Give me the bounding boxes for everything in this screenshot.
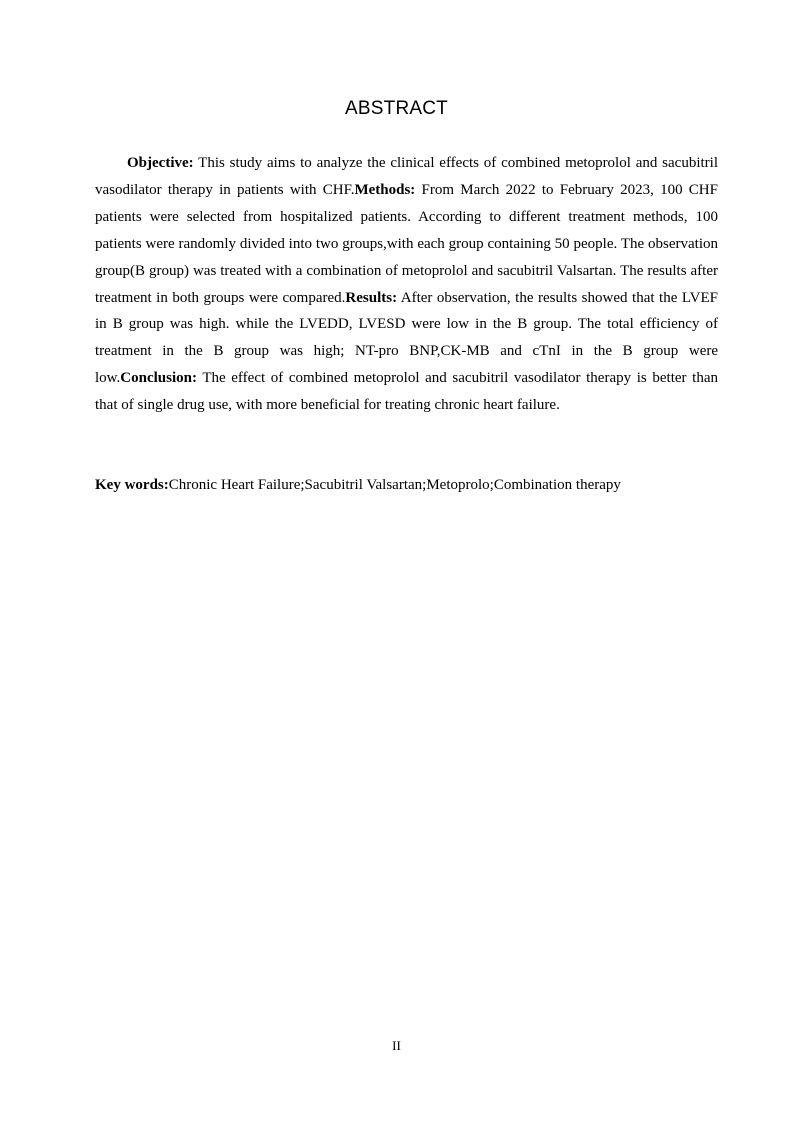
page-number: II (392, 1038, 401, 1053)
objective-label: Objective: (127, 155, 194, 171)
conclusion-text: The effect of combined metoprolol and sacubitril vasodilator therapy is better than that of single drug use, with more beneficial for treating chronic heart failure. (95, 370, 718, 414)
results-text: After observation, the results showed that the LVEF in B group was high. while the LVEDD, LVESD were low in the B group. The total efficiency of treatment in the B group was high; NT-pro BNP,CK-MB and cTnI in the B group were low. (95, 289, 718, 387)
page-title: ABSTRACT (345, 98, 448, 119)
results-label: Results: (345, 289, 398, 306)
conclusion-label: Conclusion: (120, 370, 197, 387)
methods-label: Methods: (354, 181, 416, 198)
objective-text: This study aims to analyze the clinical effects of combined metoprolol and sacubitril vasodilator therapy in patients with CHF. (95, 155, 718, 198)
keywords-label: Key words: (95, 477, 169, 493)
keywords-line (95, 472, 718, 498)
abstract-paragraph (95, 150, 718, 419)
methods-text: From March 2022 to February 2023, 100 CHF patients were selected from hospitalized patients. According to different treatment methods, 100 patients were randomly divided into two groups,with each group containing 50 people. The observation group(B group) was treated with a combination of metoprolol and sacubitril Valsartan. The results after treatment in both groups were compared. (95, 181, 718, 306)
keywords-text: Chronic Heart Failure;Sacubitril Valsartan;Metoprolo;Combination therapy (168, 477, 621, 493)
